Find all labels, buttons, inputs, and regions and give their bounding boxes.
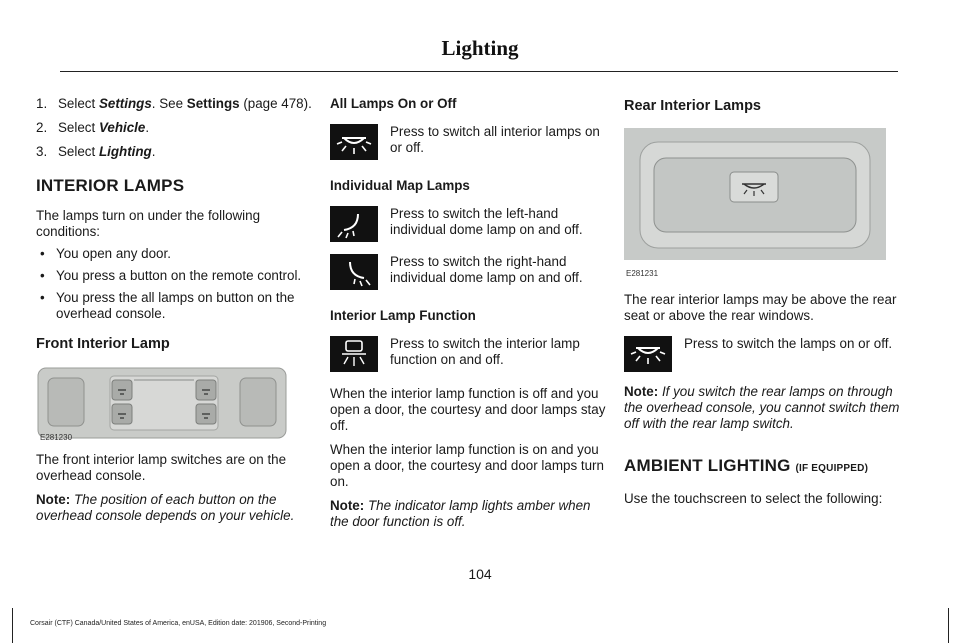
step-number: 1.	[36, 96, 48, 111]
intro-text: The lamps turn on under the following conditions:	[36, 208, 261, 239]
ambient-lighting-heading: AMBIENT LIGHTING (IF EQUIPPED)	[624, 456, 869, 475]
rear-lamp-text: The rear interior lamps may be above the rear seat or above the rear windows.	[624, 292, 897, 323]
dome-lamp-icon	[330, 124, 378, 160]
bullet-item: • You press the all lamps on button on the overhead console.	[40, 290, 295, 321]
indicator-note: Note: The indicator lamp lights amber when the door function is off.	[330, 498, 591, 529]
rear-lamp-image	[624, 128, 886, 280]
step-text: Select Lighting.	[58, 144, 156, 159]
all-lamps-heading: All Lamps On or Off	[330, 96, 457, 111]
lamp-function-text: Press to switch the interior lamp function on and off.	[390, 336, 580, 367]
rear-lamp-row	[624, 336, 900, 372]
edition-footer: Corsair (CTF) Canada/United States of America, enUSA, Edition date: 201906, Second-Printing	[30, 620, 327, 627]
crop-mark-left	[12, 608, 13, 643]
step-1	[36, 96, 312, 112]
front-note: Note: The position of each button on the overhead console depends on your vehicle.	[36, 492, 295, 523]
step-number: 3.	[36, 144, 48, 159]
step-3	[36, 144, 312, 160]
all-lamps-text: Press to switch all interior lamps on or off.	[390, 124, 600, 155]
bullet-item: • You press a button on the remote control.	[40, 268, 302, 283]
front-interior-lamp-heading: Front Interior Lamp	[36, 336, 170, 352]
right-map-text: Press to switch the right-hand individual dome lamp on and off.	[390, 254, 583, 285]
rear-lamp-icon-text: Press to switch the lamps on or off.	[684, 336, 893, 351]
lamp-function-row	[330, 336, 606, 372]
rear-note: Note: If you switch the rear lamps on through the overhead console, you cannot switch them off with the rear lamp switch.	[624, 384, 900, 431]
rear-image-label: E281231	[626, 269, 659, 278]
bullet-item: • You open any door.	[40, 246, 171, 261]
left-map-row	[330, 206, 606, 242]
front-console-image	[36, 366, 288, 442]
interior-lamps-heading: INTERIOR LAMPS	[36, 176, 185, 195]
left-map-text: Press to switch the left-hand individual dome lamp on and off.	[390, 206, 583, 237]
step-number: 2.	[36, 120, 48, 135]
rear-interior-lamps-heading: Rear Interior Lamps	[624, 98, 761, 114]
right-map-row	[330, 254, 606, 290]
ambient-text: Use the touchscreen to select the following:	[624, 491, 883, 506]
all-lamps-row	[330, 124, 606, 160]
settings-link[interactable]: Settings	[186, 96, 240, 111]
rear-lamp-icon	[624, 336, 672, 372]
right-map-lamp-icon	[330, 254, 378, 290]
map-lamps-heading: Individual Map Lamps	[330, 178, 470, 193]
left-map-lamp-icon	[330, 206, 378, 242]
column-1	[36, 96, 312, 524]
door-lamp-function-icon	[330, 336, 378, 372]
step-2	[36, 120, 312, 136]
column-2	[330, 96, 606, 530]
column-3	[624, 96, 900, 507]
front-image-label: E281230	[40, 433, 73, 442]
front-lamp-text: The front interior lamp switches are on the overhead console.	[36, 452, 287, 483]
step-text: Select Vehicle.	[58, 120, 150, 135]
function-off-text: When the interior lamp function is off and you open a door, the courtesy and door lamps stay off.	[330, 386, 606, 433]
page-title: Lighting	[441, 36, 519, 60]
crop-mark-right	[948, 608, 949, 643]
lamp-function-heading: Interior Lamp Function	[330, 308, 476, 323]
page-number: 104	[468, 566, 492, 582]
function-on-text: When the interior lamp function is on and you open a door, the courtesy and door lamps turn on.	[330, 442, 604, 489]
header-rule	[60, 71, 898, 72]
step-text: Select Settings. See Settings (page 478).	[58, 96, 312, 111]
